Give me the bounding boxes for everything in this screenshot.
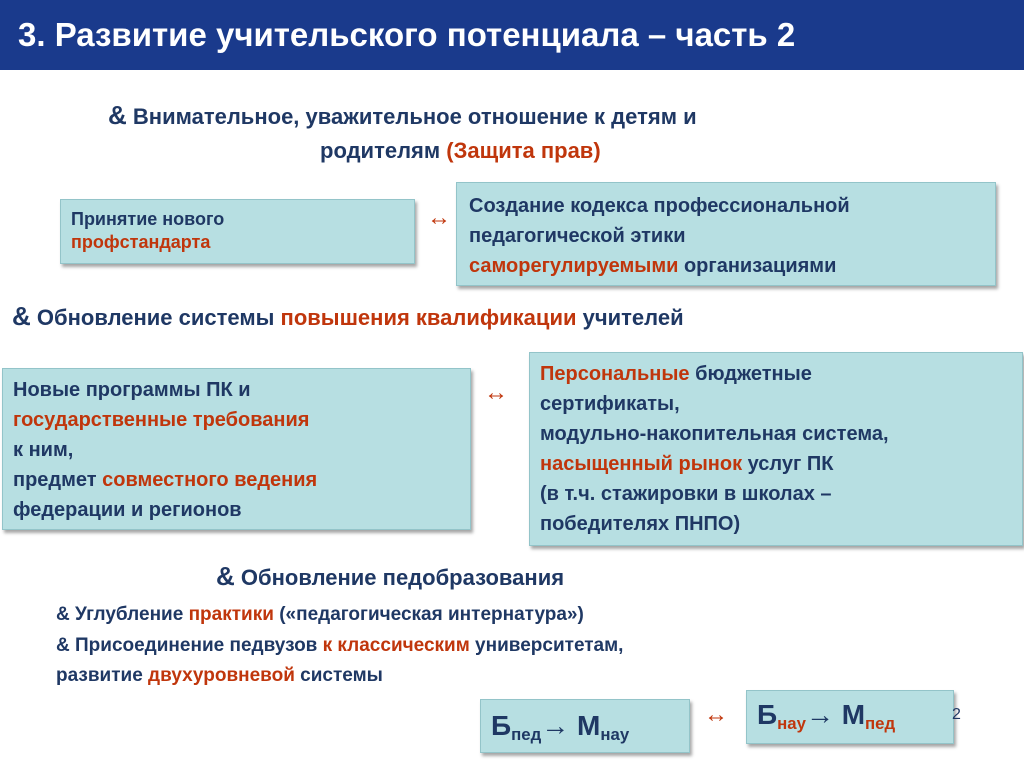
- bachelor-master-box-2: $Б_{нау}\to М_{пед}$: [746, 690, 954, 744]
- sub-item-practice: & Углубление практики («педагогическая интернатура»): [56, 604, 584, 625]
- standard-box: Принятие нового профстандарта: [60, 199, 415, 264]
- section1-line2: родителям (Защита прав): [320, 138, 601, 163]
- ampersand-bullet: &: [108, 100, 127, 130]
- bidirectional-arrow-icon: ↔: [427, 204, 451, 231]
- slide-title: 3. Развитие учительского потенциала – часть 2: [0, 0, 1024, 70]
- section1-text: Внимательное, уважительное отношение к детям и: [132, 104, 697, 129]
- ampersand-bullet: &: [12, 301, 31, 331]
- sub-item-universities: & Присоединение педвузов к классическим университетам,: [56, 635, 624, 656]
- pk-programs-box: Новые программы ПК и государственные требования к ним, предмет совместного ведения федерации и регионов: [2, 368, 471, 530]
- section2-heading: & Обновление системы повышения квалификации учителей: [12, 301, 684, 331]
- page-number: 2: [952, 706, 961, 723]
- section3-heading: & Обновление педобразования: [216, 561, 565, 591]
- ampersand-bullet: &: [216, 561, 235, 591]
- sub-item-two-level: развитие двухуровневой системы: [56, 665, 383, 686]
- rights-protection: (Защита прав): [446, 138, 601, 163]
- ethics-code-box: Создание кодекса профессиональной педагогической этики саморегулируемыми организациями: [456, 182, 996, 286]
- bachelor-master-box-1: $Б_{пед}\to М_{нау}$: [480, 699, 690, 753]
- bidirectional-arrow-icon: ↔: [484, 379, 508, 406]
- section1-line1: [108, 100, 697, 131]
- certificates-box: Персональные бюджетные сертификаты, модульно-накопительная система, насыщенный рынок услуг ПК (в т.ч. стажировки в школах – победителях ПНПО): [529, 352, 1023, 546]
- bidirectional-arrow-icon: ↔: [704, 701, 728, 728]
